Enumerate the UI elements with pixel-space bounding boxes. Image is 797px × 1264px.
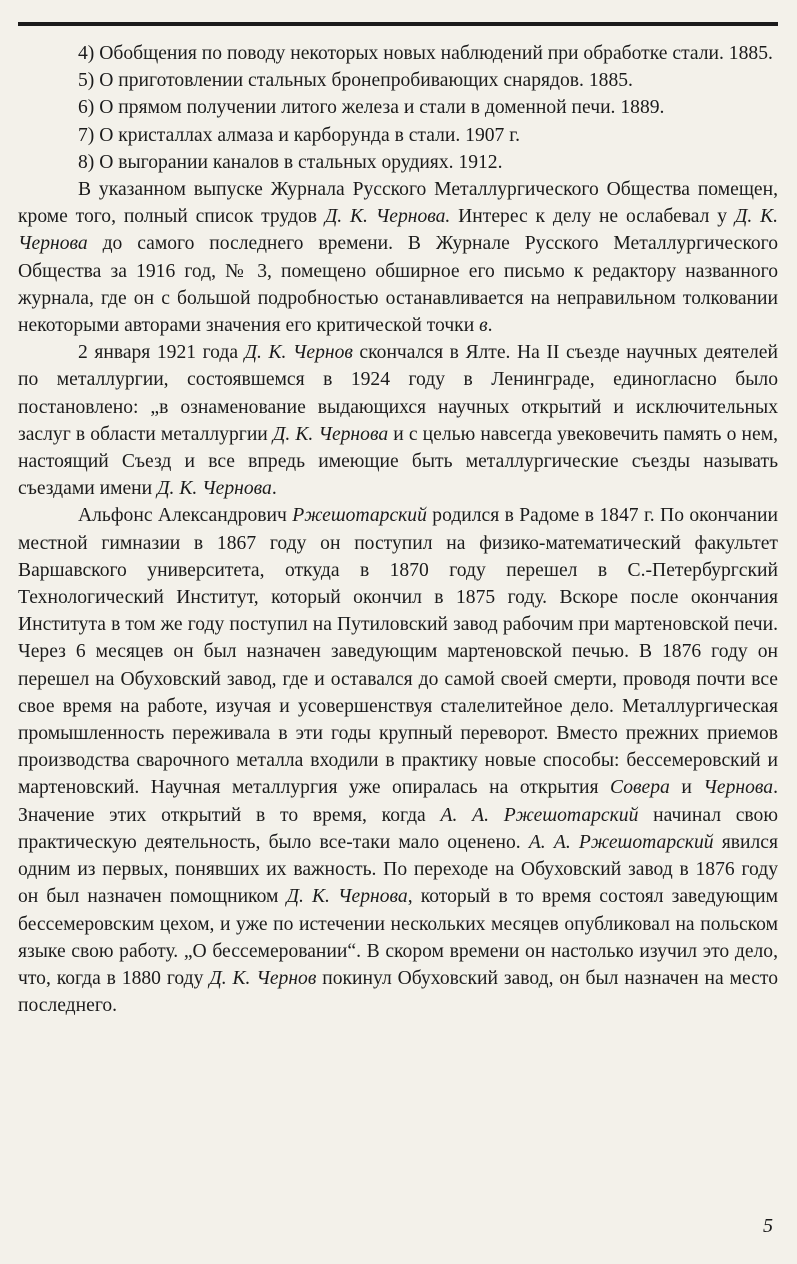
paragraph-death: 2 января 1921 года Д. К. Чернов скончался в Ялте. На II съезде научных деятелей по металлургии, состоявшемся в 1924 году в Ленинграде, единогласно было постановлено: „в ознаменование выдающихся научных открытий и исключительных заслуг в области металлургии Д. К. Чернова и с целью навсегда увековечить память о нем, настоящий Съезд и все впредь имеющие быть металлургические съезды называть съездами имени Д. К. Чернова.	[18, 342, 779, 500]
list-item-8: 8) О выгорании каналов в стальных орудиях. 1912.	[78, 151, 503, 173]
list-item-6: 6) О прямом получении литого железа и стали в доменной печи. 1889.	[78, 97, 665, 119]
paragraph-rzheshotarsky: Альфонс Александрович Ржешотарский родился в Радоме в 1847 г. По окончании местной гимназии в 1867 году он поступил на физико-математический факультет Варшавского университета, откуда в 1870 году перешел в С.-Петербургский Технологический Институт, который окончил в 1875 году. Вскоре после окончания Института в том же году поступил на Путиловский завод рабочим при мартеновской печи. Через 6 месяцев он был назначен заведующим мартеновской печью. В 1876 году он перешел на Обуховский завод, где и оставался до самой своей смерти, проводя почти все свое время на работе, изучая и усовершенствуя сталелитейное дело. Металлургическая промышленность переживала в эти годы крупный переворот. Вместо прежних приемов производства сварочного металла входили в практику новые способы: бессемеровский и мартеновский. Научная металлургия уже опиралась на открытия Совера и Чернова. Значение этих открытий в то время, когда А. А. Ржешотарский начинал свою практическую деятельность, было все-таки мало оценено. А. А. Ржешотарский явился одним из первых, понявших их важность. По переходе на Обуховский завод в 1876 году он был назначен помощником Д. К. Чернова, который в то время состоял заведующим бессемеровским цехом, и уже по истечении нескольких месяцев опубликовал на польском языке свою работу. „О бессемеровании“. В скором времени он настолько изучил это дело, что, когда в 1880 году Д. К. Чернов покинул Обуховский завод, он был назначен на место последнего.	[18, 505, 779, 1017]
list-item-7: 7) О кристаллах алмаза и карборунда в стали. 1907 г.	[78, 124, 520, 146]
page-body	[18, 40, 778, 1019]
paragraph-works-list: В указанном выпуске Журнала Русского Металлургического Общества помещен, кроме того, полный список трудов Д. К. Чернова. Интерес к делу не ослабевал у Д. К. Чернова до самого последнего времени. В Журнале Русского Металлургического Общества за 1916 год, № 3, помещено обширное его письмо к редактору названного журнала, где он с большой подробностью останавливается на неправильном толковании некоторыми авторами значения его критической точки в.	[18, 179, 778, 337]
top-rule	[18, 22, 778, 26]
list-item-4: 4) Обобщения по поводу некоторых новых наблюдений при обработке стали. 1885.	[78, 43, 773, 64]
page-number: 5	[763, 1215, 773, 1237]
list-item-5: 5) О приготовлении стальных бронепробивающих снарядов. 1885.	[78, 70, 633, 92]
